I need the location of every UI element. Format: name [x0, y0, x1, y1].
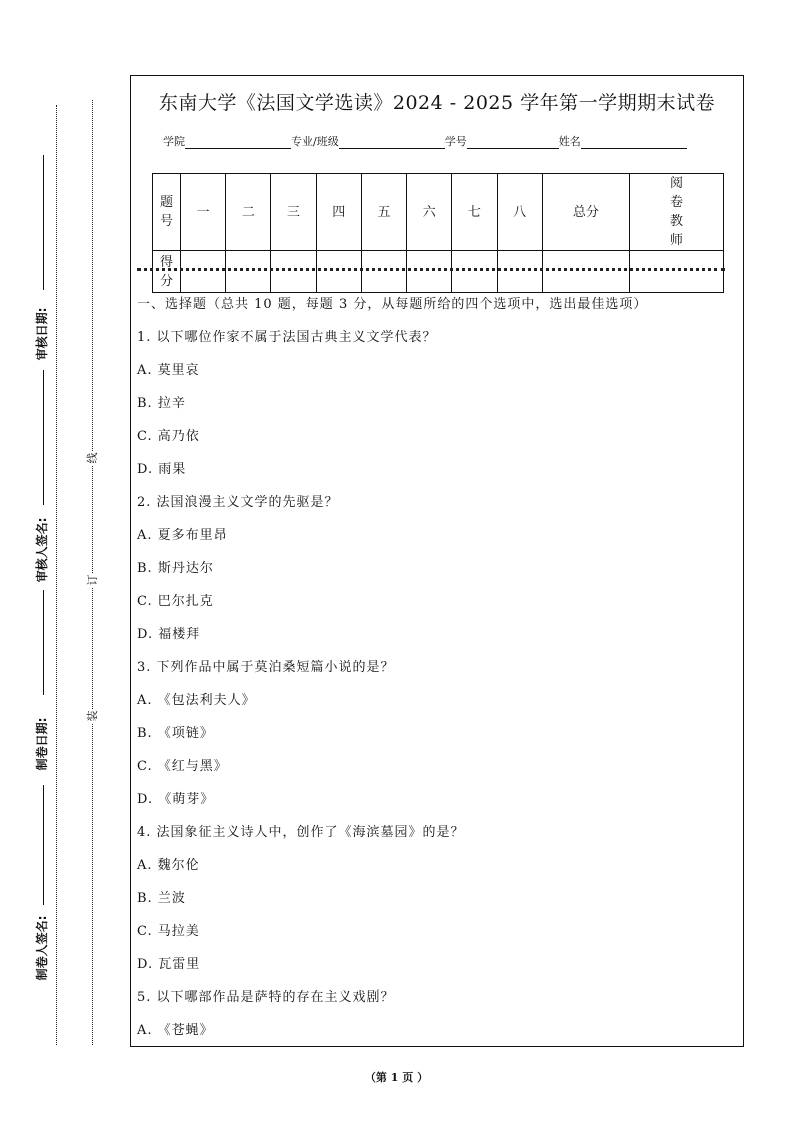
row-label-score: 得分 [153, 251, 181, 293]
col-header: 五 [361, 174, 406, 251]
row-label-question-no: 题号 [153, 174, 181, 251]
option-d: D. 福楼拜 [137, 627, 201, 642]
option-a: A. 《包法利夫人》 [137, 693, 256, 708]
col-header: 八 [497, 174, 542, 251]
col-header: 三 [271, 174, 316, 251]
binding-char-bind: 装 [86, 710, 99, 722]
option-c: C. 高乃依 [137, 429, 200, 444]
score-cell[interactable] [361, 251, 406, 293]
student-info-row [163, 133, 687, 149]
option-a: A. 魏尔伦 [137, 858, 200, 873]
review-date-label: 审核日期: [35, 307, 49, 361]
score-cell[interactable] [271, 251, 316, 293]
score-table-score-row [153, 251, 724, 293]
option-d: D. 瓦雷里 [137, 957, 201, 972]
page-number: （第 1 页 ） [364, 1071, 429, 1084]
prep-date-line [43, 590, 44, 695]
major-field[interactable] [339, 136, 445, 149]
option-a: A. 《苍蝇》 [137, 1023, 214, 1038]
col-header: 七 [452, 174, 497, 251]
question-text: 3. 下列作品中属于莫泊桑短篇小说的是？ [137, 660, 395, 675]
score-cell[interactable] [316, 251, 361, 293]
college-label: 学院 [163, 135, 185, 148]
score-cell[interactable] [497, 251, 542, 293]
option-b: B. 拉辛 [137, 396, 186, 411]
review-date-line [43, 155, 44, 290]
option-c: C. 《红与黑》 [137, 759, 228, 774]
student-id-label: 学号 [444, 135, 467, 148]
binding-char-order: 订 [86, 574, 99, 586]
section-heading: 一、选择题（总共 10 题，每题 3 分，从每题所给的四个选项中，选出最佳选项） [137, 297, 648, 312]
option-b: B. 兰波 [137, 891, 186, 906]
score-table-header-row [153, 174, 724, 251]
option-d: D. 《萌芽》 [137, 792, 215, 807]
col-header-grader: 阅卷教师 [630, 174, 724, 251]
preparer-sign-label: 制卷人签名: [35, 915, 49, 981]
col-header: 一 [181, 174, 226, 251]
reviewer-sign-label: 审核人签名: [35, 517, 49, 583]
col-header-total: 总分 [542, 174, 629, 251]
question-text: 5. 以下哪部作品是萨特的存在主义戏剧？ [137, 990, 395, 1005]
score-table [152, 173, 724, 293]
name-label: 姓名 [558, 135, 581, 148]
name-field[interactable] [581, 136, 687, 149]
reviewer-sign-line [43, 370, 44, 505]
score-cell[interactable] [226, 251, 271, 293]
option-c: C. 巴尔扎克 [137, 594, 214, 609]
option-a: A. 夏多布里昂 [137, 528, 228, 543]
score-cell[interactable] [181, 251, 226, 293]
student-id-field[interactable] [467, 136, 559, 149]
option-a: A. 莫里哀 [137, 363, 200, 378]
score-cell-total[interactable] [542, 251, 629, 293]
preparer-sign-line [43, 785, 44, 905]
option-d: D. 雨果 [137, 462, 187, 477]
question-text: 2. 法国浪漫主义文学的先驱是？ [137, 495, 339, 510]
section-divider [137, 268, 725, 271]
option-b: B. 《项链》 [137, 726, 214, 741]
college-field[interactable] [185, 136, 291, 149]
option-c: C. 马拉美 [137, 924, 200, 939]
col-header: 二 [226, 174, 271, 251]
option-b: B. 斯丹达尔 [137, 561, 214, 576]
binding-char-line: 线 [86, 452, 99, 464]
score-cell[interactable] [452, 251, 497, 293]
question-text: 4. 法国象征主义诗人中，创作了《海滨墓园》的是？ [137, 825, 465, 840]
prep-date-label: 制卷日期: [35, 717, 49, 771]
exam-title: 东南大学《法国文学选读》2024 - 2025 学年第一学期期末试卷 [158, 92, 716, 114]
major-label: 专业/班级 [291, 135, 339, 148]
exam-frame [130, 75, 744, 1047]
col-header: 六 [407, 174, 452, 251]
question-text: 1. 以下哪位作家不属于法国古典主义文学代表？ [137, 330, 437, 345]
left-dotted-line [56, 105, 57, 1045]
col-header: 四 [316, 174, 361, 251]
score-cell[interactable] [407, 251, 452, 293]
grader-cell[interactable] [630, 251, 724, 293]
